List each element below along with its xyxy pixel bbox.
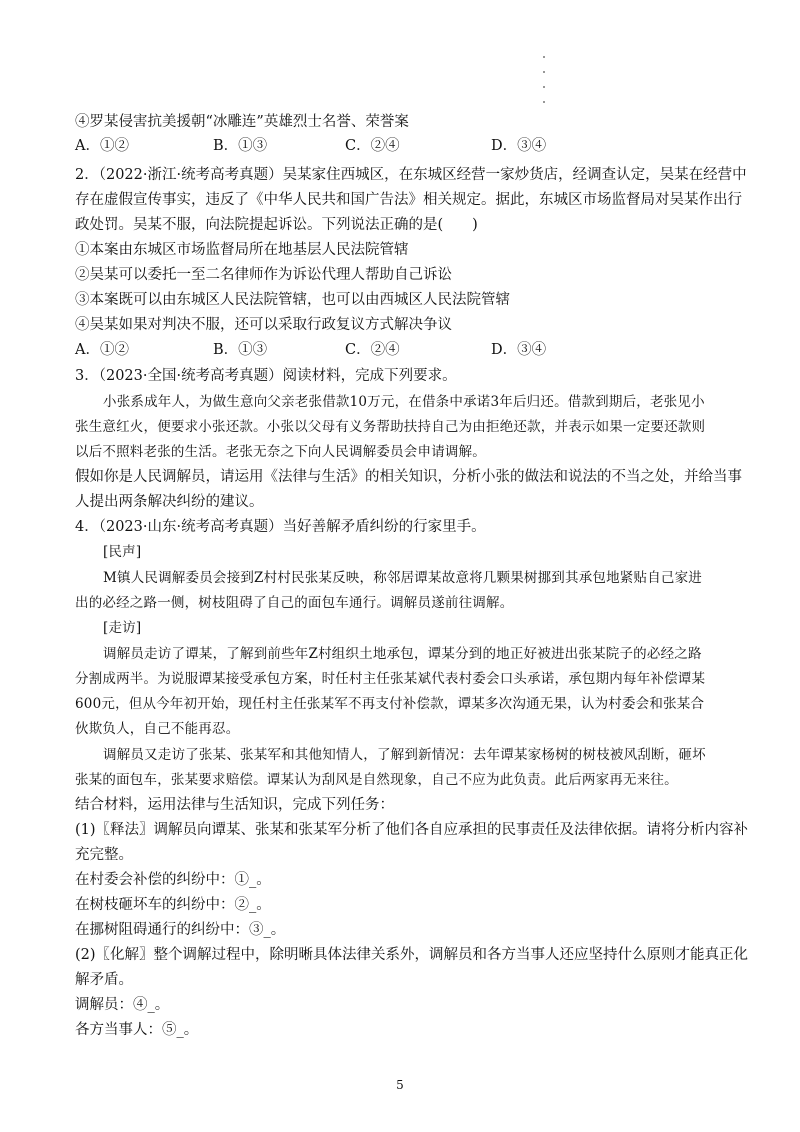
q4-para3-line-1: 调解员又走访了张某、张某军和其他知情人，了解到新情况：去年谭某家杨树的树枝被风刮断，砸坏 bbox=[103, 747, 706, 763]
q2-option-b: B．①③ bbox=[213, 342, 268, 358]
q1-option-d: D．③④ bbox=[491, 138, 547, 154]
q3-task-line-1: 假如你是人民调解员，请运用《法律与生活》的相关知识，分析小张的做法和说法的不当之处，并给当事 bbox=[75, 469, 742, 485]
q1-item-4: ④罗某侵害抗美援朝“冰雕连”英雄烈士名誉、荣誉案 bbox=[75, 114, 409, 130]
q2-options bbox=[75, 340, 730, 360]
q2-stem-line-1: 2．（2022·浙江·统考高考真题）吴某家住西城区，在东城区经营一家炒货店，经调查认定，吴某在经营中 bbox=[75, 167, 747, 183]
q2-item-4: ④吴某如果对判决不服，还可以采取行政复议方式解决争议 bbox=[75, 317, 452, 333]
page-number: 5 bbox=[396, 1078, 404, 1092]
q2-item-3: ③本案既可以由东城区人民法院管辖，也可以由西城区人民法院管辖 bbox=[75, 292, 510, 308]
q2-option-c: C．②④ bbox=[345, 342, 400, 358]
q1-option-c: C．②④ bbox=[345, 138, 400, 154]
q4-para2-line-2: 分割成两半。为说服谭某接受承包方案，时任村主任张某斌代表村委会口头承诺，承包期内每年补偿谭某 bbox=[75, 671, 706, 687]
q4-para1-line-1: M镇人民调解委员会接到Z村村民张某反映，称邻居谭某故意将几颗果树挪到其承包地紧贴自己家进 bbox=[103, 570, 703, 586]
q4-blank-1: 在村委会补偿的纠纷中：①_。 bbox=[75, 872, 271, 888]
q4-stem: 4．（2023·山东·统考高考真题）当好善解矛盾纠纷的行家里手。 bbox=[75, 519, 486, 535]
q3-task-line-2: 人提出两条解决纠纷的建议。 bbox=[75, 494, 264, 510]
q3-material-line-3: 以后不照料老张的生活。老张无奈之下向人民调解委员会申请调解。 bbox=[75, 444, 486, 460]
q2-option-a: A．①② bbox=[75, 342, 129, 358]
q4-section-zoufang: [走访] bbox=[103, 620, 142, 636]
q2-item-2: ②吴某可以委托一至二名律师作为诉讼代理人帮助自己诉讼 bbox=[75, 267, 452, 283]
q2-item-1: ①本案由东城区市场监督局所在地基层人民法院管辖 bbox=[75, 242, 409, 258]
q2-stem-line-2: 存在虚假宣传事实，违反了《中华人民共和国广告法》相关规定。据此，东城区市场监督局对吴某作出行 bbox=[75, 192, 742, 208]
q4-para2-line-3: 600元，但从今年初开始，现任村主任张某军不再支付补偿款，谭某多次沟通无果，认为村委会和张某合 bbox=[75, 696, 705, 712]
q4-sub1-line-2: 充完整。 bbox=[75, 847, 133, 863]
q1-option-a: A．①② bbox=[75, 138, 129, 154]
q1-option-b: B．①③ bbox=[213, 138, 268, 154]
q1-options bbox=[75, 136, 730, 156]
q3-material-line-1: 小张系成年人，为做生意向父亲老张借款10万元，在借条中承诺3年后归还。借款到期后，老张见小 bbox=[103, 394, 705, 410]
q4-blank-5: 各方当事人：⑤_。 bbox=[75, 1022, 199, 1038]
q4-section-minsheng: [民声] bbox=[103, 544, 142, 560]
q3-stem: 3．（2023·全国·统考高考真题）阅读材料，完成下列要求。 bbox=[75, 368, 457, 384]
q4-sub2-line-1: (2)〖化解〗整个调解过程中，除明晰具体法律关系外，调解员和各方当事人还应坚持什么原则才能真正化 bbox=[75, 947, 749, 963]
q4-blank-3: 在挪树阻碍通行的纠纷中：③_。 bbox=[75, 922, 286, 938]
q4-sub2-line-2: 解矛盾。 bbox=[75, 972, 133, 988]
q4-para1-line-2: 出的必经之路一侧，树枝阻碍了自己的面包车通行。调解员遂前往调解。 bbox=[75, 595, 514, 611]
q3-material-line-2: 张生意红火，便要求小张还款。小张以父母有义务帮助扶持自己为由拒绝还款，并表示如果一定要还款则 bbox=[75, 419, 706, 435]
q4-para2-line-4: 伙欺负人，自己不能再忍。 bbox=[75, 721, 240, 737]
q4-blank-2: 在树枝砸坏车的纠纷中：②_。 bbox=[75, 897, 271, 913]
q2-stem-line-3: 政处罚。吴某不服，向法院提起诉讼。下列说法正确的是( ) bbox=[75, 217, 478, 233]
q4-blank-4: 调解员：④_。 bbox=[75, 997, 170, 1013]
q4-para2-line-1: 调解员走访了谭某，了解到前些年Z村组织土地承包，谭某分到的地正好被进出张某院子的必经之路 bbox=[103, 646, 702, 662]
q2-option-d: D．③④ bbox=[491, 342, 547, 358]
q4-sub1-line-1: (1)〖释法〗调解员向谭某、张某和张某军分析了他们各自应承担的民事责任及法律依据。请将分析内容补 bbox=[75, 822, 749, 838]
decorative-dots bbox=[541, 56, 547, 116]
q4-para3-line-2: 张某的面包车，张某要求赔偿。谭某认为刮风是自然现象，自己不应为此负责。此后两家再无来往。 bbox=[75, 772, 678, 788]
q4-task-intro: 结合材料，运用法律与生活知识，完成下列任务： bbox=[75, 797, 394, 813]
